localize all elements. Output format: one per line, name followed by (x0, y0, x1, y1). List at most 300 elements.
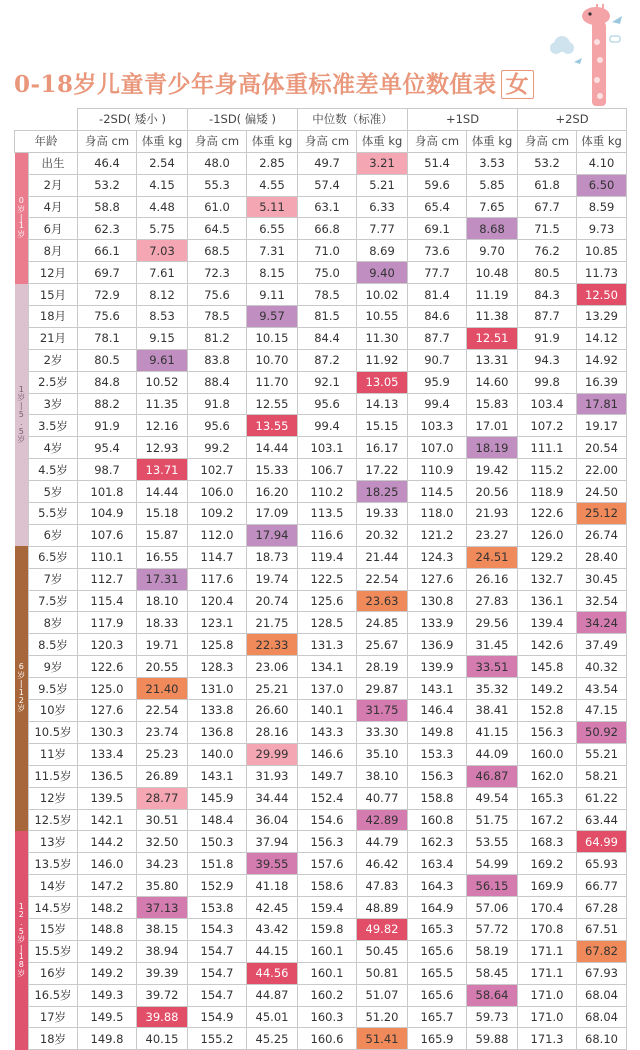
height-cell: 158.8 (408, 787, 467, 809)
weight-cell: 18.10 (137, 590, 188, 612)
weight-cell: 25.21 (247, 678, 298, 700)
weight-cell: 39.72 (137, 984, 188, 1006)
height-cell: 58.8 (78, 196, 137, 218)
height-cell: 154.7 (188, 940, 247, 962)
age-cell: 8月 (29, 240, 78, 262)
height-cell: 94.3 (518, 349, 577, 371)
height-cell: 63.1 (298, 196, 357, 218)
table-row (15, 306, 627, 328)
weight-cell: 10.15 (247, 327, 298, 349)
weight-cell: 18.25 (357, 481, 408, 503)
weight-cell: 17.81 (577, 393, 627, 415)
height-cell: 101.8 (78, 481, 137, 503)
height-cell: 165.6 (408, 984, 467, 1006)
weight-cell: 28.40 (577, 546, 627, 568)
weight-cell: 14.13 (357, 393, 408, 415)
height-cell: 160.1 (298, 962, 357, 984)
height-cell: 144.2 (78, 831, 137, 853)
height-cell: 87.7 (408, 327, 467, 349)
weight-cell: 12.93 (137, 437, 188, 459)
weight-cell: 37.13 (137, 897, 188, 919)
height-cell: 156.3 (298, 831, 357, 853)
table-row (15, 284, 627, 306)
weight-cell: 7.61 (137, 262, 188, 284)
header (0, 0, 640, 108)
weight-cell: 13.05 (357, 371, 408, 393)
table-row (15, 940, 627, 962)
weight-cell: 30.45 (577, 568, 627, 590)
height-cell: 87.2 (298, 349, 357, 371)
weight-cell: 36.04 (247, 809, 298, 831)
weight-cell: 12.50 (577, 284, 627, 306)
weight-cell: 14.92 (577, 349, 627, 371)
weight-cell: 31.45 (467, 634, 518, 656)
height-cell: 116.6 (298, 524, 357, 546)
height-cell: 110.2 (298, 481, 357, 503)
height-cell: 165.5 (408, 962, 467, 984)
table-row (15, 787, 627, 809)
height-cell: 149.2 (78, 962, 137, 984)
table-row (15, 481, 627, 503)
age-cell: 5.5岁 (29, 503, 78, 525)
table-row (15, 918, 627, 940)
weight-cell: 51.75 (467, 809, 518, 831)
height-cell: 114.5 (408, 481, 467, 503)
height-cell: 160.1 (298, 940, 357, 962)
weight-cell: 30.51 (137, 809, 188, 831)
weight-cell: 17.31 (137, 568, 188, 590)
growth-standard-table (14, 108, 627, 1050)
weight-cell: 9.73 (577, 218, 627, 240)
weight-cell: 12.55 (247, 393, 298, 415)
table-row (15, 897, 627, 919)
weight-cell: 44.87 (247, 984, 298, 1006)
weight-cell: 26.74 (577, 524, 627, 546)
height-cell: 162.0 (518, 765, 577, 787)
age-cell: 15.5岁 (29, 940, 78, 962)
weight-cell: 39.88 (137, 1006, 188, 1028)
age-cell: 4.5岁 (29, 459, 78, 481)
weight-cell: 26.16 (467, 568, 518, 590)
weight-cell: 38.94 (137, 940, 188, 962)
weight-cell: 5.85 (467, 174, 518, 196)
weight-cell: 13.71 (137, 459, 188, 481)
age-cell: 10.5岁 (29, 721, 78, 743)
height-cell: 106.0 (188, 481, 247, 503)
weight-cell: 2.85 (247, 152, 298, 174)
weight-cell: 10.70 (247, 349, 298, 371)
height-cell: 81.2 (188, 327, 247, 349)
weight-cell: 33.51 (467, 656, 518, 678)
height-cell: 160.3 (298, 1006, 357, 1028)
weight-cell: 13.31 (467, 349, 518, 371)
height-cell: 133.8 (188, 700, 247, 722)
group-header: 中位数（标准） (298, 109, 408, 131)
height-header: 身高 cm (408, 130, 467, 152)
height-cell: 145.9 (188, 787, 247, 809)
weight-cell: 11.73 (577, 262, 627, 284)
table-row (15, 853, 627, 875)
height-cell: 76.2 (518, 240, 577, 262)
height-cell: 64.5 (188, 218, 247, 240)
weight-cell: 7.65 (467, 196, 518, 218)
weight-cell: 3.21 (357, 152, 408, 174)
height-cell: 115.4 (78, 590, 137, 612)
weight-cell: 32.54 (577, 590, 627, 612)
age-cell: 10岁 (29, 700, 78, 722)
weight-cell: 65.93 (577, 853, 627, 875)
height-cell: 143.3 (298, 721, 357, 743)
weight-cell: 67.93 (577, 962, 627, 984)
height-cell: 117.6 (188, 568, 247, 590)
weight-cell: 15.33 (247, 459, 298, 481)
table-row (15, 503, 627, 525)
height-cell: 77.7 (408, 262, 467, 284)
weight-cell: 6.33 (357, 196, 408, 218)
height-cell: 114.7 (188, 546, 247, 568)
height-cell: 131.0 (188, 678, 247, 700)
height-cell: 149.2 (78, 940, 137, 962)
height-cell: 69.7 (78, 262, 137, 284)
height-cell: 67.7 (518, 196, 577, 218)
weight-cell: 16.39 (577, 371, 627, 393)
weight-cell: 46.42 (357, 853, 408, 875)
table-row (15, 634, 627, 656)
age-cell: 7.5岁 (29, 590, 78, 612)
weight-cell: 37.94 (247, 831, 298, 853)
height-cell: 59.6 (408, 174, 467, 196)
weight-cell: 7.03 (137, 240, 188, 262)
weight-cell: 4.15 (137, 174, 188, 196)
height-cell: 107.6 (78, 524, 137, 546)
age-band-text: 1 2 . 5 岁 | 1 8 岁 (17, 901, 26, 978)
height-cell: 68.5 (188, 240, 247, 262)
weight-cell: 25.12 (577, 503, 627, 525)
table-row (15, 437, 627, 459)
height-cell: 163.4 (408, 853, 467, 875)
age-cell: 6.5岁 (29, 546, 78, 568)
height-cell: 170.8 (518, 918, 577, 940)
height-cell: 113.5 (298, 503, 357, 525)
height-cell: 72.9 (78, 284, 137, 306)
weight-cell: 29.56 (467, 612, 518, 634)
weight-cell: 28.16 (247, 721, 298, 743)
weight-cell: 28.77 (137, 787, 188, 809)
height-cell: 136.5 (78, 765, 137, 787)
height-cell: 95.6 (188, 415, 247, 437)
height-cell: 99.4 (298, 415, 357, 437)
weight-cell: 59.88 (467, 1028, 518, 1050)
height-cell: 88.4 (188, 371, 247, 393)
age-cell: 7岁 (29, 568, 78, 590)
height-cell: 73.6 (408, 240, 467, 262)
age-band-label (15, 152, 29, 283)
height-cell: 160.2 (298, 984, 357, 1006)
height-cell: 151.8 (188, 853, 247, 875)
age-cell: 16岁 (29, 962, 78, 984)
height-cell: 87.7 (518, 306, 577, 328)
height-cell: 148.2 (78, 897, 137, 919)
age-cell: 16.5岁 (29, 984, 78, 1006)
height-cell: 69.1 (408, 218, 467, 240)
table-row (15, 174, 627, 196)
weight-cell: 31.75 (357, 700, 408, 722)
weight-cell: 16.20 (247, 481, 298, 503)
table-row (15, 349, 627, 371)
height-cell: 149.2 (518, 678, 577, 700)
weight-cell: 24.51 (467, 546, 518, 568)
weight-cell: 58.45 (467, 962, 518, 984)
weight-cell: 23.74 (137, 721, 188, 743)
weight-cell: 26.60 (247, 700, 298, 722)
height-cell: 120.3 (78, 634, 137, 656)
age-band-label (15, 284, 29, 547)
height-cell: 136.8 (188, 721, 247, 743)
height-cell: 98.7 (78, 459, 137, 481)
weight-cell: 33.30 (357, 721, 408, 743)
height-cell: 99.4 (408, 393, 467, 415)
age-band-text: 1 岁 | 5 . 5 岁 (17, 384, 26, 444)
height-cell: 92.1 (298, 371, 357, 393)
height-cell: 81.5 (298, 306, 357, 328)
weight-cell: 61.22 (577, 787, 627, 809)
weight-cell: 59.73 (467, 1006, 518, 1028)
table-row (15, 371, 627, 393)
age-band-text: 6 岁 | 1 2 岁 (17, 662, 26, 714)
weight-cell: 38.41 (467, 700, 518, 722)
height-cell: 103.3 (408, 415, 467, 437)
weight-cell: 19.71 (137, 634, 188, 656)
height-cell: 143.1 (188, 765, 247, 787)
age-cell: 3岁 (29, 393, 78, 415)
weight-cell: 8.53 (137, 306, 188, 328)
height-cell: 91.9 (518, 327, 577, 349)
weight-cell: 40.32 (577, 656, 627, 678)
weight-cell: 47.83 (357, 875, 408, 897)
weight-cell: 23.63 (357, 590, 408, 612)
weight-cell: 9.40 (357, 262, 408, 284)
weight-cell: 58.19 (467, 940, 518, 962)
height-cell: 150.3 (188, 831, 247, 853)
height-cell: 134.1 (298, 656, 357, 678)
weight-cell: 22.00 (577, 459, 627, 481)
weight-cell: 43.42 (247, 918, 298, 940)
weight-cell: 57.06 (467, 897, 518, 919)
height-cell: 140.1 (298, 700, 357, 722)
age-cell: 9.5岁 (29, 678, 78, 700)
height-cell: 75.6 (78, 306, 137, 328)
group-header-row (15, 109, 627, 131)
height-cell: 99.2 (188, 437, 247, 459)
age-cell: 12月 (29, 262, 78, 284)
weight-cell: 17.94 (247, 524, 298, 546)
weight-cell: 9.61 (137, 349, 188, 371)
height-cell: 152.9 (188, 875, 247, 897)
height-cell: 66.1 (78, 240, 137, 262)
weight-cell: 14.44 (247, 437, 298, 459)
weight-cell: 46.87 (467, 765, 518, 787)
group-header: +1SD (408, 109, 518, 131)
weight-cell: 22.54 (357, 568, 408, 590)
weight-cell: 25.23 (137, 743, 188, 765)
height-cell: 110.1 (78, 546, 137, 568)
height-cell: 129.2 (518, 546, 577, 568)
weight-cell: 3.53 (467, 152, 518, 174)
height-cell: 119.4 (298, 546, 357, 568)
height-cell: 154.3 (188, 918, 247, 940)
weight-cell: 35.80 (137, 875, 188, 897)
weight-cell: 21.93 (467, 503, 518, 525)
height-cell: 53.2 (78, 174, 137, 196)
weight-cell: 57.72 (467, 918, 518, 940)
age-cell: 3.5岁 (29, 415, 78, 437)
weight-cell: 49.82 (357, 918, 408, 940)
height-cell: 91.8 (188, 393, 247, 415)
height-cell: 112.7 (78, 568, 137, 590)
age-cell: 18月 (29, 306, 78, 328)
weight-cell: 26.89 (137, 765, 188, 787)
height-cell: 75.6 (188, 284, 247, 306)
height-cell: 149.5 (78, 1006, 137, 1028)
height-cell: 90.7 (408, 349, 467, 371)
height-cell: 46.4 (78, 152, 137, 174)
weight-cell: 10.52 (137, 371, 188, 393)
height-cell: 160.6 (298, 1028, 357, 1050)
weight-cell: 10.55 (357, 306, 408, 328)
age-cell: 13.5岁 (29, 853, 78, 875)
weight-header: 体重 kg (247, 130, 298, 152)
weight-cell: 34.24 (577, 612, 627, 634)
table-row (15, 327, 627, 349)
weight-cell: 35.32 (467, 678, 518, 700)
weight-cell: 20.55 (137, 656, 188, 678)
table-row (15, 590, 627, 612)
height-cell: 84.6 (408, 306, 467, 328)
table-row (15, 218, 627, 240)
height-header: 身高 cm (78, 130, 137, 152)
height-cell: 48.0 (188, 152, 247, 174)
weight-header: 体重 kg (577, 130, 627, 152)
weight-cell: 14.12 (577, 327, 627, 349)
weight-cell: 2.54 (137, 152, 188, 174)
age-cell: 15月 (29, 284, 78, 306)
height-cell: 140.0 (188, 743, 247, 765)
height-cell: 167.2 (518, 809, 577, 831)
age-cell: 14岁 (29, 875, 78, 897)
weight-cell: 32.50 (137, 831, 188, 853)
age-header: 年龄 (15, 130, 78, 152)
table-row (15, 700, 627, 722)
height-cell: 169.9 (518, 875, 577, 897)
age-cell: 6月 (29, 218, 78, 240)
weight-cell: 18.19 (467, 437, 518, 459)
age-cell: 12岁 (29, 787, 78, 809)
weight-cell: 45.25 (247, 1028, 298, 1050)
height-cell: 109.2 (188, 503, 247, 525)
height-cell: 128.3 (188, 656, 247, 678)
weight-cell: 22.33 (247, 634, 298, 656)
weight-cell: 51.07 (357, 984, 408, 1006)
age-cell: 18岁 (29, 1028, 78, 1050)
table-row (15, 765, 627, 787)
weight-cell: 37.49 (577, 634, 627, 656)
height-cell: 111.1 (518, 437, 577, 459)
height-cell: 95.6 (298, 393, 357, 415)
height-cell: 78.5 (298, 284, 357, 306)
weight-cell: 67.51 (577, 918, 627, 940)
weight-cell: 4.48 (137, 196, 188, 218)
height-cell: 49.7 (298, 152, 357, 174)
weight-cell: 35.10 (357, 743, 408, 765)
age-cell: 6岁 (29, 524, 78, 546)
weight-cell: 39.39 (137, 962, 188, 984)
weight-cell: 15.18 (137, 503, 188, 525)
age-cell: 15岁 (29, 918, 78, 940)
weight-cell: 49.54 (467, 787, 518, 809)
weight-cell: 10.48 (467, 262, 518, 284)
weight-cell: 21.44 (357, 546, 408, 568)
age-cell: 11.5岁 (29, 765, 78, 787)
age-cell: 4岁 (29, 437, 78, 459)
weight-cell: 40.15 (137, 1028, 188, 1050)
age-band-label (15, 546, 29, 831)
height-cell: 84.8 (78, 371, 137, 393)
height-cell: 159.8 (298, 918, 357, 940)
weight-cell: 40.77 (357, 787, 408, 809)
height-cell: 156.3 (518, 721, 577, 743)
height-cell: 171.3 (518, 1028, 577, 1050)
height-cell: 139.4 (518, 612, 577, 634)
height-cell: 165.3 (518, 787, 577, 809)
weight-cell: 9.15 (137, 327, 188, 349)
height-cell: 107.0 (408, 437, 467, 459)
height-cell: 62.3 (78, 218, 137, 240)
height-cell: 65.4 (408, 196, 467, 218)
height-cell: 154.9 (188, 1006, 247, 1028)
height-cell: 130.3 (78, 721, 137, 743)
weight-cell: 15.87 (137, 524, 188, 546)
table-row (15, 524, 627, 546)
height-cell: 126.0 (518, 524, 577, 546)
height-cell: 146.0 (78, 853, 137, 875)
weight-cell: 44.15 (247, 940, 298, 962)
weight-cell: 45.01 (247, 1006, 298, 1028)
height-cell: 80.5 (78, 349, 137, 371)
height-cell: 165.9 (408, 1028, 467, 1050)
weight-cell: 10.02 (357, 284, 408, 306)
height-cell: 122.5 (298, 568, 357, 590)
height-cell: 78.1 (78, 327, 137, 349)
weight-cell: 67.28 (577, 897, 627, 919)
weight-cell: 21.40 (137, 678, 188, 700)
height-cell: 160.8 (408, 809, 467, 831)
table-row (15, 1028, 627, 1050)
weight-cell: 39.55 (247, 853, 298, 875)
age-cell: 2月 (29, 174, 78, 196)
table-row (15, 415, 627, 437)
height-cell: 95.9 (408, 371, 467, 393)
table-row (15, 721, 627, 743)
weight-cell: 67.82 (577, 940, 627, 962)
table-row (15, 568, 627, 590)
age-cell: 12.5岁 (29, 809, 78, 831)
height-cell: 148.4 (188, 809, 247, 831)
weight-cell: 19.33 (357, 503, 408, 525)
weight-cell: 20.74 (247, 590, 298, 612)
height-cell: 115.2 (518, 459, 577, 481)
weight-cell: 38.15 (137, 918, 188, 940)
weight-cell: 9.57 (247, 306, 298, 328)
